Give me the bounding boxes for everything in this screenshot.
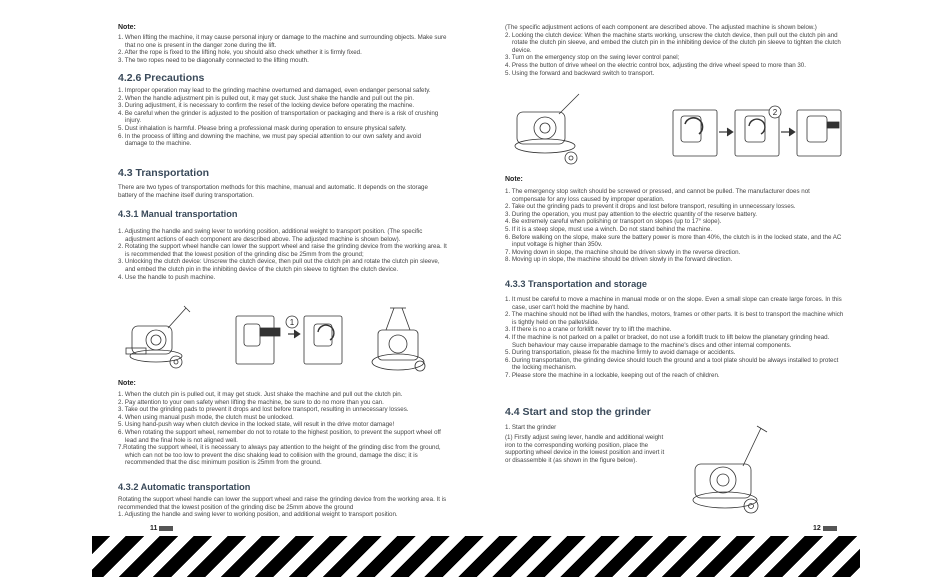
list-item: 6. In the process of lifting and downing the machine, we must pay special attention to our own safety and avoid damage to the machine. xyxy=(118,132,422,148)
start-grinder-figure xyxy=(685,424,775,516)
list-item: 5. During transportation, please fix the machine firmly to avoid damage or accidents. xyxy=(505,349,736,357)
note-title: Note: xyxy=(505,176,523,183)
clutch-lock-detail-illustration xyxy=(673,110,841,156)
grinder-machine-illustration xyxy=(126,306,190,368)
note-list xyxy=(118,34,448,64)
list-item: (The specific adjustment actions of each component are described above. The adjusted machine is shown below.) xyxy=(505,24,817,31)
list-item: 3. Turn on the emergency stop on the swing lever control panel; xyxy=(505,54,680,62)
list-item: 2. Take out the grinding pads to prevent it drops and lost before transport, resulting in unnecessary losses. xyxy=(505,203,796,211)
list-item: 7. Moving down in slope, the machine should be driven slowly in the reverse direction. xyxy=(505,248,741,256)
list-item: 4. Be careful when the grinder is adjusted to the position of transportation or packaging and there is a risk of crushing injury. xyxy=(118,109,439,125)
list-item: 1. Improper operation may lead to the grinding machine overturned and damaged, even endanger personal safety. xyxy=(118,87,431,94)
paragraph: (1) Firstly adjust swing lever, handle and additional weight iron to the corresponding working position, place the supporting wheel device in the lowest position and invert it or disassemble it (as shown in the figure below). xyxy=(505,434,665,464)
figure-marker-label: 2 xyxy=(772,108,778,117)
list-item: 4. Be extremely careful when polishing or transport on slopes (up to 17° slope). xyxy=(505,218,722,226)
list-item: 6. When rotating the support wheel, remember do not to rotate to the highest position, to prevent the support wheel off lead and the final hole is not aligned well. xyxy=(118,428,441,444)
paragraph: 1. Start the grinder xyxy=(505,424,557,431)
list-item: 1. The emergency stop switch should be screwed or pressed, and cannot be pulled. The manufacturer does not compensate for any loss caused by improper operation. xyxy=(505,188,810,203)
section-heading: 4.4 Start and stop the grinder xyxy=(505,406,651,418)
list-item: 5. Using hand-push way when clutch device in the locked state, will result in the drive motor damage! xyxy=(118,421,395,429)
grinder-machine-illustration xyxy=(515,94,579,164)
page-number-bar xyxy=(823,526,837,531)
page-number-label: 11 xyxy=(150,525,158,532)
note-list xyxy=(118,391,448,467)
hazard-stripe-band xyxy=(92,536,860,577)
note-title: Note: xyxy=(118,380,136,387)
list-item: 3. Take out the grinding pads to prevent it drops and lost before transport, resulting in unnecessary losses. xyxy=(118,406,409,414)
list-item: 3. During adjustment, it is necessary to confirm the reset of the locking device before operating the machine. xyxy=(118,102,415,110)
page-number-label: 12 xyxy=(813,525,821,532)
list-item: 4. Use the handle to push machine. xyxy=(118,273,216,281)
list-item: 3. During the operation, you must pay attention to the electric quantity of the reserve battery. xyxy=(505,210,757,218)
paragraph: 1. Adjusting the handle and swing lever to working position, and additional weight to transport position. xyxy=(118,511,398,518)
precautions-list xyxy=(118,87,440,148)
list-item: 2. The machine should not be lifted with the handles, motors, frames or other parts. It is best to transport the machine which is tightly held on the pallet/slide. xyxy=(505,311,844,326)
note-list xyxy=(505,188,845,264)
page-number-bar xyxy=(159,526,173,531)
automatic-transport-figure xyxy=(505,92,845,172)
manual-transport-figure xyxy=(118,304,448,380)
grinder-machine-front-illustration xyxy=(372,308,425,371)
subsection-heading: 4.3.1 Manual transportation xyxy=(118,209,238,219)
list-item: 6. Before walking on the slope, make sure the battery power is more than 40%, the clutch is in the locked state, and the AC input voltage is higher than 350v. xyxy=(505,233,842,249)
list-item: 5. If it is a steep slope, must use a winch. Do not stand behind the machine. xyxy=(505,225,713,233)
list-item: 4. When using manual push mode, the clutch must be unlocked. xyxy=(118,413,294,421)
list-item: 2. After the rope is fixed to the lifting hole, you should also check whether it is firmly fixed. xyxy=(118,49,362,57)
list-item: 5. Dust inhalation is harmful. Please bring a professional mask during operation to ensure physical safety. xyxy=(118,124,407,132)
list-item: 3. The two ropes need to be diagonally connected to the lifting mouth. xyxy=(118,56,309,64)
list-item: 1. When lifting the machine, it may cause personal injury or damage to the machine and surrounding objects. Make sure that no one is present in the danger zone during the lift. xyxy=(118,34,447,49)
list-item: 8. Moving up in slope, the machine should be driven slowly in the forward direction. xyxy=(505,256,733,264)
page-number xyxy=(150,525,173,532)
list-item: 1. Adjusting the handle and swing lever to working position, additional weight to transport position. (The specific adjustment actions of each component are described above. The adjusted machine is shown below). xyxy=(118,228,423,243)
list-item: 3. Unlocking the clutch device: Unscrew the clutch device, then pull out the clutch pin and rotate the clutch pin sleeve, and embed the clutch pin in the inhibiting device of the clutch pin sleeve to tighten the clutch device. xyxy=(118,258,440,273)
list-item: 1. When the clutch pin is pulled out, it may get stuck. Just shake the machine and pull out the clutch pin. xyxy=(118,391,403,398)
section-heading: 4.3 Transportation xyxy=(118,167,210,179)
list-item: 4. If the machine is not parked on a pallet or bracket, do not use a forklift truck to lift below the planetary grinding head. Such behaviour may cause irreparable damage to the machine's discs and other internal components. xyxy=(505,333,830,349)
grinder-machine-illustration xyxy=(693,426,767,513)
list-item: 2. When the handle adjustment pin is pulled out, it may get stuck. Just shake the handle and pull out the pin. xyxy=(118,94,415,102)
list-item: 2. Rotating the support wheel handle can lower the support wheel and raise the grinding device from the working area. It is recommended that the lowest position of the grinding disc be 25mm from the ground; xyxy=(118,243,447,258)
manual-list xyxy=(118,228,448,281)
subsection-heading: 4.3.2 Automatic transportation xyxy=(118,482,251,492)
section-heading: 4.2.6 Precautions xyxy=(118,72,205,84)
paragraph: There are two types of transportation methods for this machine, manual and automatic. It depends on the storage battery of the machine itself during transportation. xyxy=(118,184,428,199)
page-number xyxy=(813,525,837,532)
automatic-steps-list xyxy=(505,24,845,77)
list-item: 1. It must be careful to move a machine in manual mode or on the slope. Even a small slope can create large forces. In this case, user can't hold the machine by hand. xyxy=(505,296,842,311)
subsection-heading: 4.3.3 Transportation and storage xyxy=(505,279,647,289)
list-item: 7.Rotating the support wheel, it is necessary to always pay attention to the height of the grinding disc from the ground, which can not be too low to prevent the disc shaking lead to collision with the ground, damage the disc; it is recommended that the disc minimum position is 25mm from the ground. xyxy=(118,444,441,467)
list-item: 6. During transportation, the grinding device should touch the ground and a tool plate should be always installed to protect the locking mechanism. xyxy=(505,356,839,372)
storage-list xyxy=(505,296,845,380)
figure-marker-label: 1 xyxy=(289,318,295,327)
list-item: 5. Using the forward and backward switch to transport. xyxy=(505,69,655,77)
list-item: 2. Pay attention to your own safety when lifting the machine, be sure to do no more than you can. xyxy=(118,398,384,406)
list-item: 4. Press the button of drive wheel on the electric control box, adjusting the drive wheel speed to more than 30. xyxy=(505,61,806,69)
list-item: 3. If there is no a crane or forklift never try to lift the machine. xyxy=(505,326,672,334)
list-item: 7. Please store the machine in a lockable, keeping out of the reach of children. xyxy=(505,371,720,379)
paragraph: Rotating the support wheel handle can lower the support wheel and raise the grinding device from the working area. It is recommended that the lowest position of the grinding disc be 25mm above the ground xyxy=(118,496,447,511)
list-item: 2. Locking the clutch device: When the machine starts working, unscrew the clutch device, then pull out the clutch pin and rotate the clutch pin sleeve, and embed the clutch pin in the inhibiting device of the clutch pin sleeve to tighten the clutch device. xyxy=(505,31,841,54)
note-title: Note: xyxy=(118,24,136,31)
